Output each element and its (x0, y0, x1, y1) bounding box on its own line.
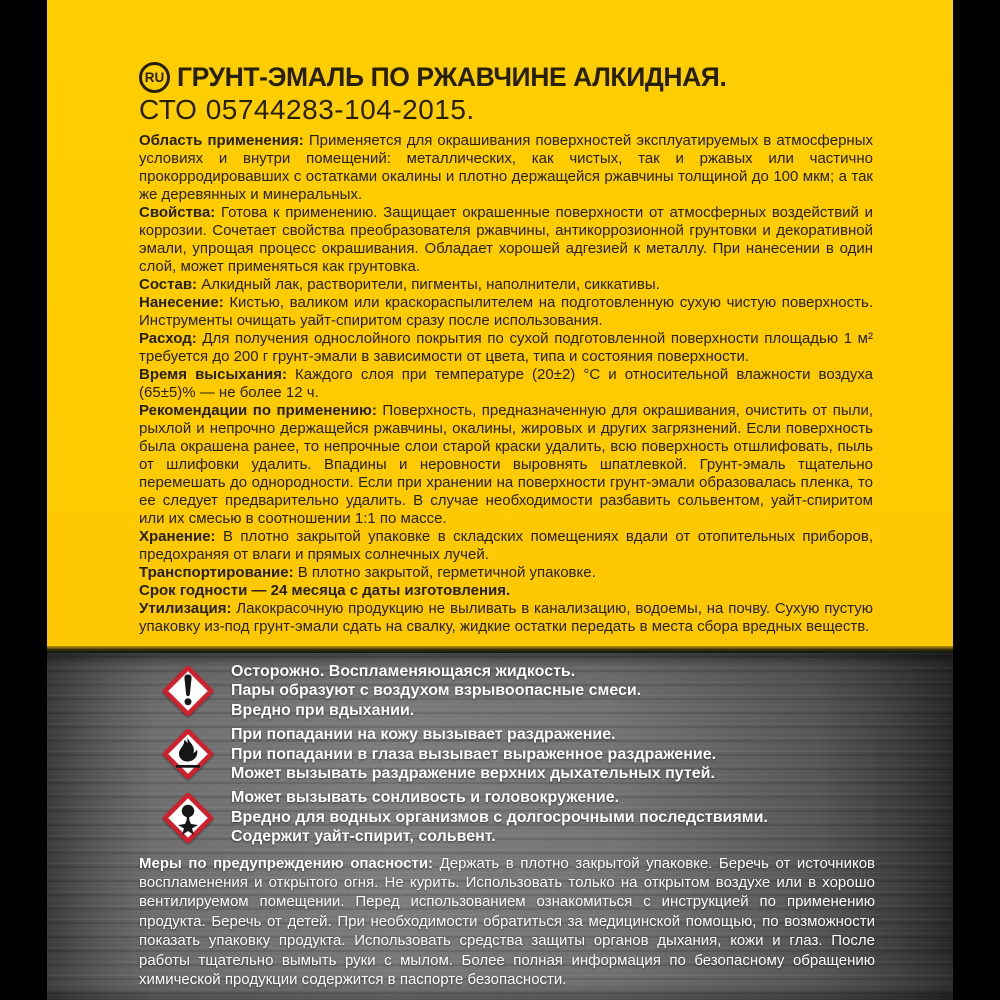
section-heading: Время высыхания: (139, 366, 287, 383)
label-section (139, 582, 873, 600)
product-title: ГРУНТ-ЭМАЛЬ ПО РЖАВЧИНЕ АЛКИДНАЯ. (177, 62, 727, 92)
hazard-group (163, 725, 953, 783)
hazard-lines (231, 788, 953, 846)
label-section (139, 564, 873, 582)
hazard-statement: При попадании в глаза вызывает выраженное раздражение. (231, 745, 717, 763)
section-heading: Срок годности — 24 месяца с даты изготовления. (139, 582, 511, 599)
ru-badge-label: RU (144, 69, 165, 85)
section-text: В плотно закрытой упаковке в складских помещениях вдали от отопительных приборов, предохраняя от влаги и прямых солнечных лучей. (139, 528, 873, 563)
section-text: Поверхность, предназначенную для окрашивания, очистить от пыли, рыхлой и непрочно держащейся ржавчины, окалины, жировых и других загрязнений. Если поверхность была окрашена ранее, то непрочные слои старой краски удалить, всю поверхность отшлифовать, пыль от шлифовки удалить. Впадины и неровности выровнять шпатлевкой. Грунт-эмаль тщательно перемешать до однородности. Если при хранении на поверхности грунт-эмали образовалась пленка, то ее следует предварительно удалить. В случае необходимости разбавить сольвентом, уайт-спиритом или их смесью в соотношении 1:1 по массе. (139, 402, 873, 527)
hazard-statement: Содержит уайт-спирит, сольвент. (231, 828, 496, 846)
title-row (139, 60, 873, 94)
section-heading: Рекомендации по применению: (139, 402, 377, 419)
section-heading: Расход: (139, 330, 197, 347)
standard-number: СТО 05744283-104-2015. (139, 94, 475, 125)
hazard-statement: Вредно для водных организмов с долгосрочными последствиями. (231, 808, 768, 826)
ghs-exclamation-icon (163, 666, 213, 716)
hazard-lines (231, 662, 953, 720)
section-heading: Нанесение: (139, 294, 224, 311)
hazard-group (163, 788, 953, 846)
precautions-paragraph (139, 854, 875, 990)
label-section (139, 330, 873, 366)
label-section (139, 402, 873, 528)
ghs-environment-icon (163, 793, 213, 843)
hazard-statement: Может вызывать сонливость и головокружение. (231, 789, 620, 807)
section-text: Готова к применению. Защищает окрашенные поверхности от атмосферных воздействий и коррозии. Сочетает свойства преобразователя ржавчины, антикоррозионной грунтовки и декоративной эмали, упрощая процесс окрашивания. Обладает хорошей адгезией к металлу. При нанесении в один слой, может применяться как грунтовка. (139, 204, 873, 275)
label-section (139, 276, 873, 294)
hazard-lines (231, 725, 953, 783)
label-section (139, 528, 873, 564)
label-section (139, 132, 873, 204)
hazard-statement: При попадании на кожу вызывает раздражение. (231, 726, 616, 744)
hazard-panel (47, 653, 953, 1000)
label-section (139, 600, 873, 636)
hazard-statement: Осторожно. Воспламеняющаяся жидкость. (231, 663, 576, 680)
section-heading: Свойства: (139, 204, 216, 221)
section-heading: Хранение: (139, 528, 216, 545)
section-heading: Утилизация: (139, 600, 232, 617)
label-section (139, 204, 873, 276)
hazard-statement: Вредно при вдыхании. (231, 701, 415, 719)
precautions-text: Держать в плотно закрытой упаковке. Беречь от источников воспламенения и открытого огня. Не курить. Использовать только на открытом воздухе или в хорошо вентилируемом помещении. Перед использованием ознакомиться с инструкцией по применению продукта. Беречь от детей. При необходимости обратиться за медицинской помощью, по возможности показать упаковку продукта. Использовать средства защиты органов дыхания, кожи и глаз. После работы тщательно вымыть руки с мылом. Более полная информация по безопасному обращению химической продукции содержится в паспорте безопасности. (139, 854, 876, 989)
section-heading: Область применения: (139, 132, 304, 149)
label-body (47, 0, 953, 646)
section-text: Для получения однослойного покрытия по сухой подготовленной поверхности площадью 1 м² требуется до 200 г грунт-эмали в зависимости от цвета, типа и состояния поверхности. (139, 330, 873, 365)
precautions-heading: Меры по предупреждению опасности: (139, 854, 434, 872)
label-section (139, 294, 873, 330)
hazard-group (163, 662, 953, 720)
section-text: Алкидный лак, растворители, пигменты, наполнители, сиккативы. (197, 276, 660, 293)
ru-certification-icon (139, 62, 170, 93)
label-section (139, 366, 873, 402)
label-bottom-edge (47, 646, 953, 653)
section-heading: Транспортирование: (139, 564, 294, 581)
section-text: Применяется для окрашивания поверхностей эксплуатируемых в атмосферных условиях и внутри помещений: металлических, как чистых, так и ржавых или частично прокорродировавших с остатками окалины и плотно держащейся ржавчины толщиной до 100 мкм; а так же деревянных и минеральных. (139, 132, 873, 203)
paint-can-front (47, 0, 953, 1000)
section-heading: Состав: (139, 276, 198, 293)
hazard-statement: Может вызывать раздражение верхних дыхательных путей. (231, 765, 715, 783)
section-text: Каждого слоя при температуре (20±2) °С и относительной влажности воздуха (65±5)% — не более 12 ч. (139, 366, 873, 401)
section-text: Кистью, валиком или краскораспылителем на подготовленную сухую чистую поверхность. Инструменты очищать уайт-спиритом сразу после использования. (139, 294, 873, 329)
hazard-statement: Пары образуют с воздухом взрывоопасные смеси. (231, 682, 642, 700)
label-sections (139, 132, 873, 636)
ghs-flame-icon (163, 729, 213, 779)
hazard-statements (47, 662, 953, 847)
section-text: Лакокрасочную продукцию не выливать в канализацию, водоемы, на почву. Сухую пустую упаковку из-под грунт-эмали сдать на свалку, жидкие остатки передать в места сбора вредных веществ. (139, 600, 873, 635)
section-text: В плотно закрытой, герметичной упаковке. (293, 564, 596, 581)
